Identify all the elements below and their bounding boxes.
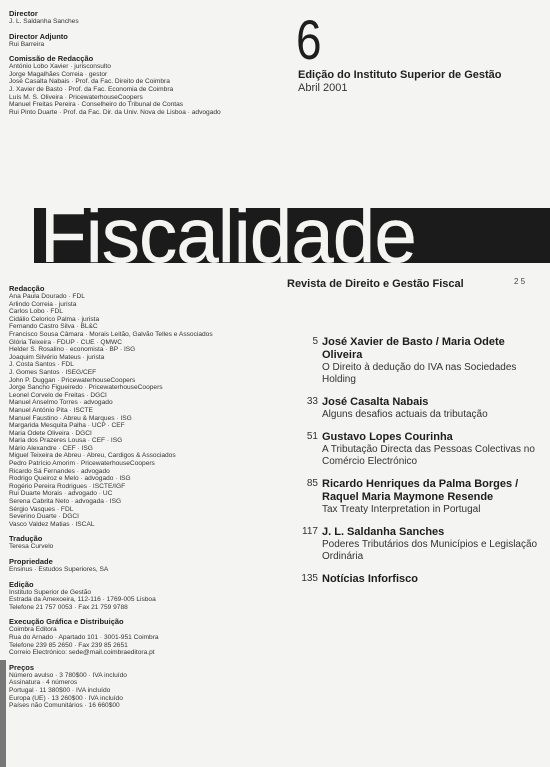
redaccao-member: Severino Duarte · DGCI: [9, 513, 79, 521]
toc-entry[interactable]: [282, 526, 542, 563]
issue-date: Abril 2001: [298, 82, 348, 94]
redaccao-member: Fernando Castro Silva · BL&C: [9, 323, 98, 331]
redaccao-member: Ana Paula Dourado · FDL: [9, 293, 85, 300]
publisher-label: Edição: [9, 579, 34, 589]
redaccao-member: Rodrigo Queiroz e Melo · advogado · ISG: [9, 475, 131, 483]
price-line: Número avulso · 3 780$00 · IVA incluído: [9, 671, 127, 679]
committee-list: [9, 63, 279, 116]
toc-title: Alguns desafios actuais da tributação: [322, 409, 488, 420]
printing-line: Coimbra Editora: [9, 626, 57, 634]
toc-page-number: 33: [306, 396, 318, 407]
toc-page-number: 85: [306, 478, 318, 489]
redaccao-member: Rogério Pereira Rodrigues · ISCTE/IGF: [9, 482, 126, 490]
printing-label: Execução Gráfica e Distribuição: [9, 617, 124, 627]
table-of-contents: [282, 336, 542, 596]
toc-author: Notícias Inforfisco: [322, 573, 418, 585]
toc-author: Gustavo Lopes Courinha: [322, 431, 453, 443]
deputy-director-name: Rui Barreira: [9, 40, 45, 48]
toc-entry[interactable]: [282, 396, 542, 421]
redaccao-member: Arlindo Correia · jurista: [9, 300, 77, 308]
redaccao-list: [9, 293, 279, 528]
committee-member: J. Xavier de Basto · Prof. da Fac. Economia de Coimbra: [9, 85, 174, 93]
price-line: Portugal · 11 380$00 · IVA incluído: [9, 686, 111, 694]
prices-list: [9, 672, 279, 710]
toc-author: J. L. Saldanha Sanches: [322, 526, 445, 538]
redaccao-member: Glória Teixeira · FDUP · CUE · QMWC: [9, 338, 122, 346]
journal-title: Fiscalidade: [40, 191, 416, 279]
redaccao-member: John P. Duggan · PricewaterhouseCoopers: [9, 376, 136, 384]
toc-entry[interactable]: [282, 336, 542, 386]
redaccao-member: Margarida Mesquita Palha · UCP · CEF: [9, 422, 125, 430]
committee-member: José Casalta Nabais · Prof. da Fac. Direito de Coimbra: [9, 78, 170, 86]
redaccao-member: Miguel Teixeira de Abreu · Abreu, Cardigos & Associados: [9, 452, 176, 460]
redaccao-member: J. Costa Santos · FDL: [9, 361, 74, 369]
redaccao-member: Leonel Corvelo de Freitas · DGCI: [9, 391, 107, 399]
redaccao-member: Ricardo Sá Fernandes · advogado: [9, 467, 110, 475]
prices-label: Preços: [9, 662, 35, 672]
toc-title: Poderes Tributários dos Municípios e Legislação Ordinária: [322, 539, 538, 562]
redaccao-member: Helder S. Rosalino · economista · BP · ISG: [9, 346, 136, 354]
committee-member: Luís M. S. Oliveira · PricewaterhouseCoopers: [9, 93, 143, 101]
redaccao-member: Mário Alexandre · CEF · ISG: [9, 444, 93, 452]
toc-author: José Casalta Nabais: [322, 396, 429, 408]
ownership-value: Ensinus · Estudos Superiores, SA: [9, 566, 109, 573]
edition-line: Edição do Instituto Superior de Gestão: [298, 69, 502, 81]
committee-member: Rui Pinto Duarte · Prof. da Fac. Dir. da Univ. Nova de Lisboa · advogado: [9, 108, 221, 116]
toc-page-number: 117: [302, 526, 318, 537]
translation-value: Teresa Curvelo: [9, 543, 54, 551]
redaccao-member: Pedro Patrício Amorim · PricewaterhouseCoopers: [9, 460, 155, 468]
redaccao-member: Sérgio Vasques · FDL: [9, 505, 74, 513]
toc-title: A Tributação Directa das Pessoas Colectivas no Comércio Electrónico: [322, 444, 535, 467]
publisher-line: Estrada da Amexoeira, 112-116 · 1769-005 Lisboa: [9, 596, 156, 604]
redaccao-member: Rui Duarte Morais · advogado · UC: [9, 490, 113, 498]
price-line: Países não Comunitários · 16 660$00: [9, 702, 120, 710]
redaccao-member: Vasco Valdez Matias · ISCAL: [9, 520, 95, 528]
toc-author: José Xavier de Basto / Maria Odete Oliveira: [322, 336, 505, 361]
price-line: Assinatura · 4 números: [9, 679, 78, 687]
redaccao-member: Jorge Sancho Figueiredo · PricewaterhouseCoopers: [9, 384, 163, 392]
publisher-line: Telefone 21 757 0053 · Fax 21 759 9788: [9, 603, 128, 611]
toc-page-number: 5: [312, 336, 318, 347]
toc-title: Tax Treaty Interpretation in Portugal: [322, 504, 481, 515]
printing-line: Correio Electrónico: sede@mail.coimbraeditora.pt: [9, 649, 155, 657]
masthead: [9, 9, 279, 122]
toc-page-number: 51: [306, 431, 318, 442]
director-name: J. L. Saldanha Sanches: [9, 18, 79, 25]
printing-line: Rua do Arnado · Apartado 101 · 3001-951 Coimbra: [9, 633, 159, 641]
redaccao-member: Joaquim Silvério Mateus · jurista: [9, 353, 105, 361]
committee-member: António Lobo Xavier · jurisconsulto: [9, 63, 111, 71]
corner-mark: 2 5: [514, 277, 526, 286]
director-label: Director: [9, 9, 38, 18]
margin-rule: [0, 660, 6, 767]
credits-column: [9, 284, 279, 716]
committee-member: Manuel Freitas Pereira · Conselheiro do Tribunal de Contas: [9, 101, 184, 109]
toc-author: Ricardo Henriques da Palma Borges / Raquel Maria Maymone Resende: [322, 478, 519, 503]
toc-entry[interactable]: [282, 478, 542, 516]
committee-label: Comissão de Redacção: [9, 54, 94, 64]
redaccao-member: Cidálio Celorico Palma · jurista: [9, 315, 100, 323]
deputy-director-label: Director Adjunto: [9, 31, 68, 41]
toc-entry[interactable]: [282, 573, 542, 586]
redaccao-member: Manuel Faustino · Abreu & Marques · ISG: [9, 414, 132, 422]
redaccao-member: Manuel Anselmo Torres · advogado: [9, 399, 113, 407]
committee-member: Jorge Magalhães Correia · gestor: [9, 70, 108, 78]
price-line: Europa (UE) · 13 260$00 · IVA incluído: [9, 694, 123, 702]
toc-entry[interactable]: [282, 431, 542, 468]
publisher-line: Instituto Superior de Gestão: [9, 588, 92, 596]
ownership-label: Propriedade: [9, 557, 53, 566]
redaccao-member: Manuel António Pita · ISCTE: [9, 406, 93, 414]
publisher-details: [9, 589, 279, 612]
issue-number: 6: [296, 8, 322, 71]
redaccao-member: J. Gomes Santos · ISEG/CEF: [9, 368, 97, 376]
printing-line: Telefone 239 85 2650 · Fax 239 85 2651: [9, 641, 128, 649]
translation-label: Tradução: [9, 534, 43, 544]
redaccao-member: Maria Odete Oliveira · DGCI: [9, 429, 92, 437]
redaccao-member: Francisco Sousa Câmara · Morais Leitão, Galvão Telles e Associados: [9, 330, 213, 338]
redaccao-label: Redacção: [9, 284, 45, 293]
redaccao-member: Maria dos Prazeres Lousa · CEF · ISG: [9, 437, 123, 445]
redaccao-member: Serena Cabrita Neto · advogada · ISG: [9, 498, 122, 506]
toc-title: O Direito à dedução do IVA nas Sociedades Holding: [322, 362, 517, 385]
redaccao-member: Carlos Lobo · FDL: [9, 308, 63, 316]
toc-page-number: 135: [301, 573, 318, 584]
printing-details: [9, 626, 279, 656]
journal-subtitle: Revista de Direito e Gestão Fiscal: [287, 278, 464, 290]
